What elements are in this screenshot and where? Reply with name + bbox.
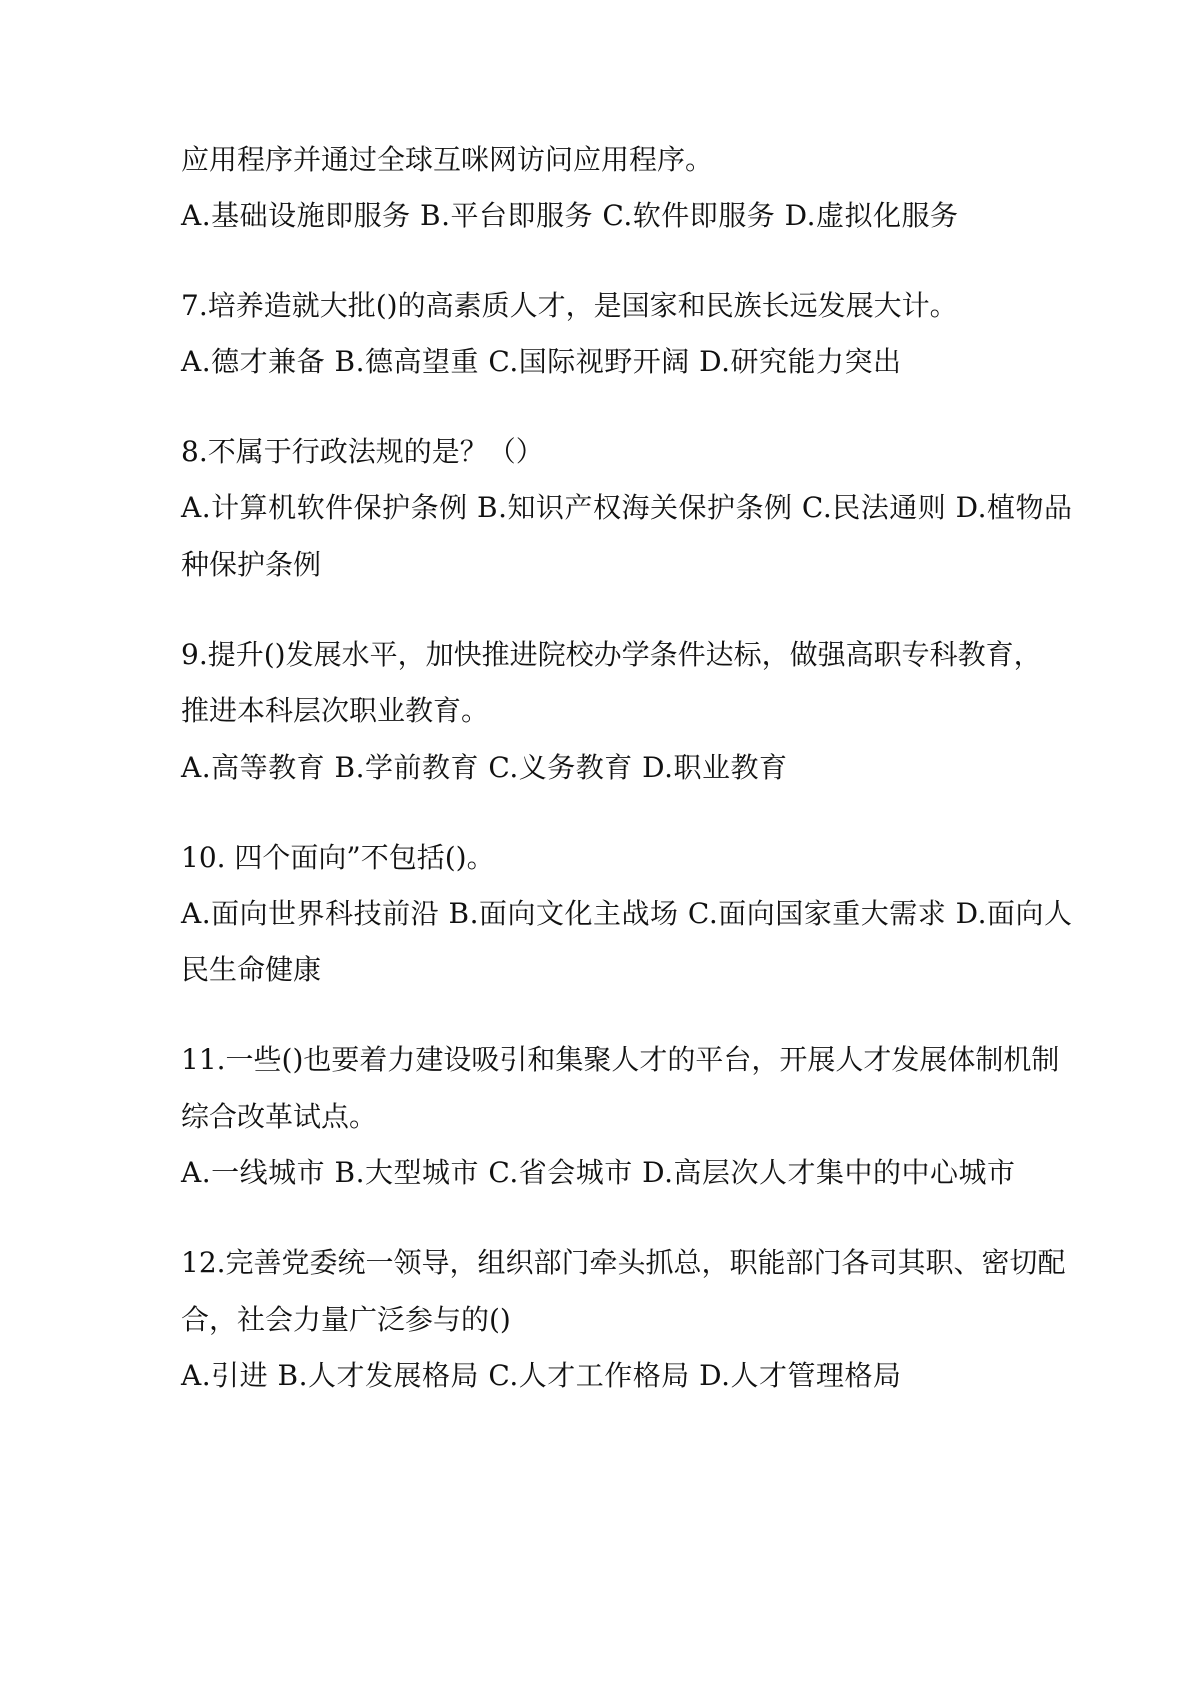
- question-10-options-line-2: 民生命健康: [181, 953, 322, 986]
- question-8-options-line-2: 种保护条例: [181, 548, 322, 581]
- question-10-options-line-1: A.面向世界科技前沿 B.面向文化主战场 C.面向国家重大需求 D.面向人: [181, 897, 1073, 930]
- question-10-text: 10. 四个面向”不包括()。: [181, 841, 495, 874]
- question-7-options: A.德才兼备 B.德高望重 C.国际视野开阔 D.研究能力突出: [181, 345, 902, 378]
- question-9-text-line-1: 9.提升()发展水平，加快推进院校办学条件达标，做强高职专科教育，: [181, 638, 1042, 671]
- question-9-text-line-2: 推进本科层次职业教育。: [181, 694, 490, 727]
- question-6-text-continued: 应用程序并通过全球互咪网访问应用程序。: [181, 143, 714, 176]
- question-6-options: A.基础设施即服务 B.平台即服务 C.软件即服务 D.虚拟化服务: [181, 199, 959, 232]
- question-8-options-line-1: A.计算机软件保护条例 B.知识产权海关保护条例 C.民法通则 D.植物品: [181, 491, 1073, 524]
- question-12-text-line-2: 合，社会力量广泛参与的(): [181, 1303, 511, 1336]
- question-8-text: 8.不属于行政法规的是？（）: [181, 435, 544, 468]
- question-11-text-line-1: 11.一些()也要着力建设吸引和集聚人才的平台，开展人才发展体制机制: [181, 1043, 1060, 1076]
- question-12-text-line-1: 12.完善党委统一领导，组织部门牵头抓总，职能部门各司其职、密切配: [181, 1246, 1066, 1279]
- question-11-text-line-2: 综合改革试点。: [181, 1100, 378, 1133]
- question-9-options: A.高等教育 B.学前教育 C.义务教育 D.职业教育: [181, 751, 788, 784]
- question-11-options: A.一线城市 B.大型城市 C.省会城市 D.高层次人才集中的中心城市: [181, 1156, 1016, 1189]
- question-12-options: A.引进 B.人才发展格局 C.人才工作格局 D.人才管理格局: [181, 1359, 902, 1392]
- question-7-text: 7.培养造就大批()的高素质人才，是国家和民族长远发展大计。: [181, 289, 958, 322]
